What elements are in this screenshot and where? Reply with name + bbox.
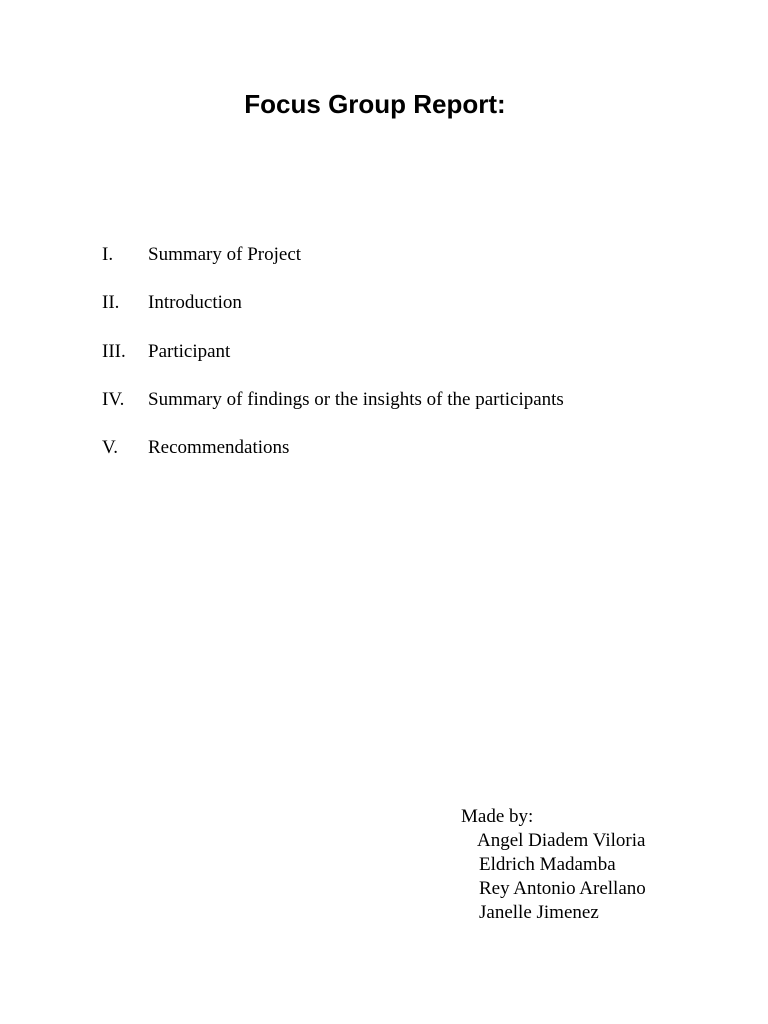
credits-block xyxy=(461,805,646,925)
outline-item xyxy=(102,242,564,290)
outline-label: Summary of Project xyxy=(148,244,302,265)
outline-numeral: II. xyxy=(102,292,120,314)
author-name: Eldrich Madamba xyxy=(479,854,616,875)
credits-label: Made by: xyxy=(461,806,534,827)
author-name: Rey Antonio Arellano xyxy=(479,878,646,899)
page-title: Focus Group Report: xyxy=(244,89,506,119)
outline-label: Introduction xyxy=(148,292,242,314)
outline-item xyxy=(102,435,564,483)
outline-label: Summary of findings or the insights of the participants xyxy=(148,388,564,410)
table-of-contents xyxy=(102,242,564,483)
outline-numeral: I. xyxy=(102,244,114,265)
outline-numeral: IV. xyxy=(102,388,125,410)
author-name: Janelle Jimenez xyxy=(479,902,599,923)
outline-label: Participant xyxy=(148,340,231,362)
outline-numeral: III. xyxy=(102,340,126,362)
outline-item xyxy=(102,387,564,435)
outline-item xyxy=(102,290,564,338)
outline-item xyxy=(102,339,564,387)
outline-numeral: V. xyxy=(102,437,119,459)
author-name: Angel Diadem Viloria xyxy=(477,830,646,851)
outline-label: Recommendations xyxy=(148,437,290,459)
